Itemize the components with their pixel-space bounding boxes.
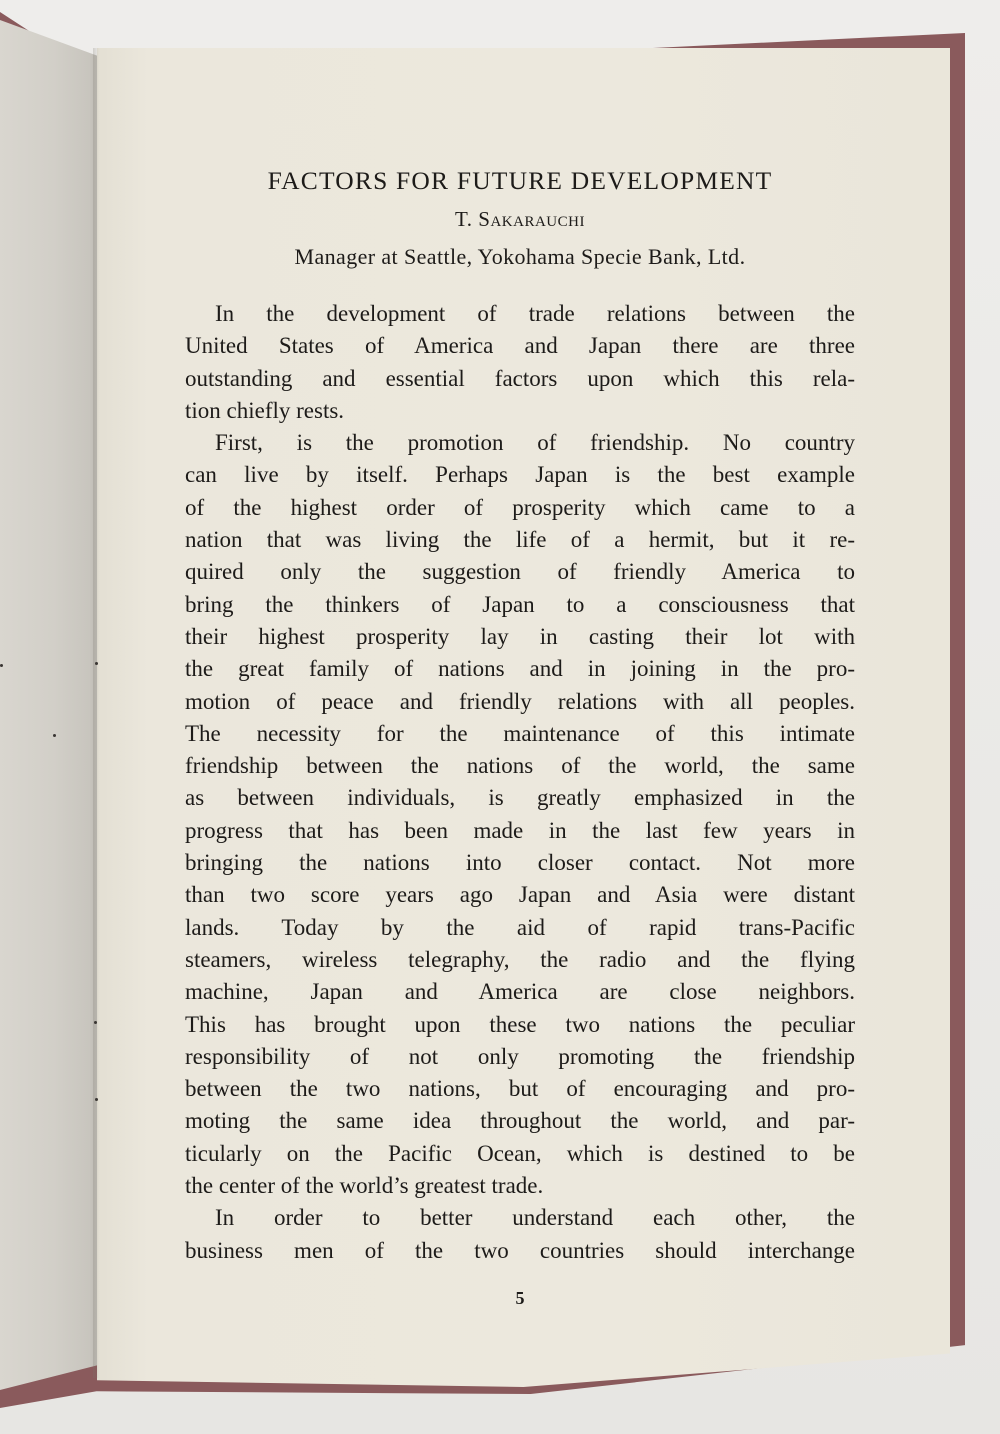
text-line: their highest prosperity lay in casting their lot with [185,623,855,649]
text-line: between the two nations, but of encouraging and pro- [185,1076,855,1102]
text-line: as between individuals, is greatly emphasized in the [185,785,855,811]
paragraph [185,1202,855,1267]
text-line: bring the thinkers of Japan to a consciousness that [185,591,855,617]
author-affiliation: Manager at Seattle, Yokohama Specie Bank, Ltd. [294,244,746,269]
text-line: nation that was living the life of a hermit, but it re- [185,527,855,553]
text-line: This has brought upon these two nations the peculiar [185,1011,855,1037]
text-line: tion chiefly rests. [185,397,345,423]
text-line: of the highest order of prosperity which came to a [185,494,855,520]
binding-stitch [95,1098,98,1101]
binding-stitch [94,1021,97,1024]
text-line: the center of the world’s greatest trade. [185,1173,544,1199]
text-line: motion of peace and friendly relations with all peoples. [185,688,855,714]
binding-stitch [0,664,3,667]
text-line: the great family of nations and in joining in the pro- [185,656,855,682]
text-line: can live by itself. Perhaps Japan is the best example [185,462,855,488]
text-line: First, is the promotion of friendship. No country [215,430,855,456]
text-line: friendship between the nations of the world, the same [185,753,855,779]
left-page [0,20,97,1390]
paragraph [185,298,855,427]
text-line: quired only the suggestion of friendly America to [185,559,855,585]
article-title: FACTORS FOR FUTURE DEVELOPMENT [267,166,773,195]
text-line: In the development of trade relations between the [215,301,855,326]
text-line: responsibility of not only promoting the friendship [185,1043,855,1069]
text-line: In order to better understand each other, the [215,1205,855,1231]
text-line: The necessity for the maintenance of this intimate [185,720,855,746]
page-number: 5 [515,1288,525,1308]
page-content [185,0,855,1434]
text-line: ticularly on the Pacific Ocean, which is destined to be [185,1140,855,1166]
text-line: steamers, wireless telegraphy, the radio and the flying [185,946,855,972]
binding-stitch [53,734,56,737]
text-line: outstanding and essential factors upon which this rela- [185,365,855,391]
text-line: moting the same idea throughout the world, and par- [185,1108,855,1134]
paragraph [185,427,855,1202]
text-line: machine, Japan and America are close neighbors. [185,979,855,1005]
article-body [185,298,855,1267]
gutter-shadow [93,48,99,1378]
text-line: than two score years ago Japan and Asia were distant [185,882,855,908]
text-line: lands. Today by the aid of rapid trans-Pacific [185,914,855,940]
text-line: United States of America and Japan there are three [185,333,855,359]
text-line: progress that has been made in the last few years in [185,817,855,843]
text-line: bringing the nations into closer contact. Not more [185,850,855,876]
article-author: T. Sakarauchi [455,207,585,231]
binding-stitch [95,662,98,665]
text-line: business men of the two countries should interchange [185,1237,855,1263]
